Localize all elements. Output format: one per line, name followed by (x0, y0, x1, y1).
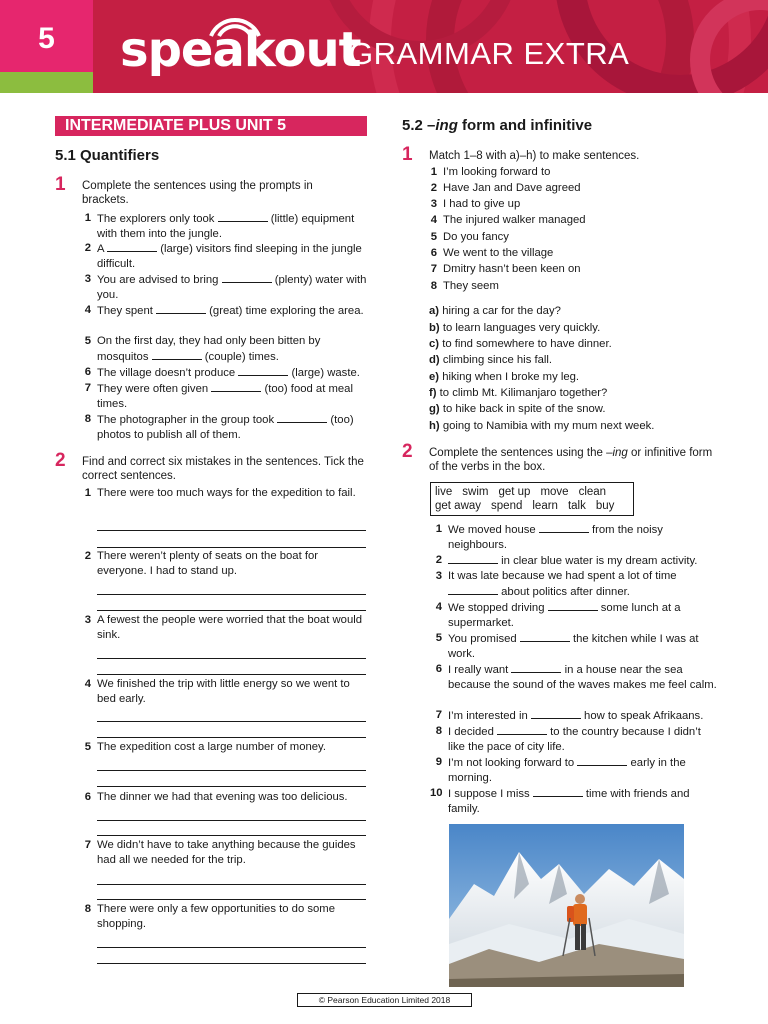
option-text: going to Namibia with my mum next week. (442, 420, 655, 432)
item-number: 5 (435, 632, 442, 644)
exercise-item (79, 740, 369, 755)
option-letter: e) (429, 371, 440, 383)
answer-line[interactable] (97, 658, 366, 659)
exercise-item (79, 790, 369, 805)
answer-line[interactable] (97, 610, 366, 611)
word-box (430, 482, 634, 516)
exercise-item (430, 522, 720, 553)
exercise-instruction: Match 1–8 with a)–h) to make sentences. (429, 150, 640, 162)
option-letter: g) (429, 403, 440, 415)
item-text: Have Jan and Dave agreed (443, 182, 581, 194)
unit-number: 5 (38, 22, 55, 55)
section-title-ing-infinitive: 5.2 –ing form and infinitive (402, 117, 593, 134)
exercise-item (79, 549, 369, 579)
item-text: (little) equipment with them into the jungle. (97, 213, 355, 240)
answer-blank[interactable] (520, 631, 570, 642)
answer-blank[interactable] (448, 553, 498, 564)
item-number: 4 (435, 601, 442, 613)
item-text: (large) visitors find sleeping in the jungle difficult. (97, 243, 362, 270)
item-number: 7 (84, 839, 91, 851)
option-text: to climb Mt. Kilimanjaro together? (439, 387, 608, 399)
item-text: how to speak Afrikaans. (584, 710, 704, 722)
item-text: They seem (443, 280, 499, 292)
page-title: GRAMMAR EXTRA (349, 36, 630, 71)
item-text: time with friends and family. (448, 788, 690, 815)
exercise-item (79, 486, 369, 501)
word-box-row (435, 485, 629, 499)
item-number: 2 (84, 550, 91, 562)
item-text: (couple) times. (204, 351, 279, 363)
item-number: 8 (430, 280, 437, 292)
option-text: to hike back in spite of the snow. (442, 403, 606, 415)
answer-line[interactable] (97, 547, 366, 548)
exercise-number: 2 (402, 441, 413, 462)
match-option (429, 337, 729, 352)
item-text: the kitchen while I was at work. (448, 633, 699, 660)
exercise-item (430, 786, 720, 817)
answer-line[interactable] (97, 786, 366, 787)
answer-line[interactable] (97, 770, 366, 771)
item-text: from the noisy neighbours. (448, 524, 663, 551)
mountain-hiker-photo (449, 824, 684, 987)
answer-blank[interactable] (511, 662, 561, 673)
exercise-number: 2 (55, 450, 66, 471)
item-number: 2 (435, 554, 442, 566)
word: buy (595, 500, 615, 512)
match-item (425, 230, 725, 245)
item-text: We went to the village (443, 247, 554, 259)
answer-blank[interactable] (577, 755, 627, 766)
exercise-number: 1 (402, 144, 413, 165)
answer-blank[interactable] (539, 522, 589, 533)
word: move (540, 486, 569, 498)
item-text: It was late because we had spent a lot of time (448, 570, 677, 582)
exercise-item (79, 303, 369, 319)
option-text: to learn languages very quickly. (442, 322, 601, 334)
item-text: A fewest the people were worried that the boat would sink. (97, 614, 363, 641)
item-text: (large) waste. (291, 367, 360, 379)
item-text: There were only a few opportunities to do some shopping. (97, 903, 335, 930)
item-text: (too) photos to publish all of them. (97, 414, 354, 441)
item-text: The photographer in the group took (97, 414, 275, 426)
item-number: 3 (430, 198, 437, 210)
unit-accent-bar (0, 72, 93, 93)
item-number: 7 (435, 709, 442, 721)
item-text: (too) food at meal times. (97, 383, 353, 410)
item-number: 2 (430, 182, 437, 194)
item-number: 8 (84, 903, 91, 915)
answer-line[interactable] (97, 884, 366, 885)
answer-blank[interactable] (548, 600, 598, 611)
item-number: 5 (84, 741, 91, 753)
answer-blank[interactable] (211, 381, 261, 392)
word: live (435, 486, 453, 498)
exercise-item (430, 662, 720, 693)
exercise-item (79, 365, 369, 381)
exercise-item (79, 334, 369, 365)
section-title-quantifiers: 5.1 Quantifiers (55, 147, 160, 164)
logo-speech-arc-icon (205, 14, 265, 38)
word: swim (462, 486, 489, 498)
item-text: in a house near the sea because the sound of the waves makes me feel calm. (448, 664, 717, 691)
exercise-item (430, 755, 720, 786)
item-number: 6 (84, 366, 91, 378)
item-text: in clear blue water is my dream activity. (501, 555, 698, 567)
item-text: The village doesn’t produce (97, 367, 236, 379)
word: learn (532, 500, 558, 512)
answer-line[interactable] (97, 963, 366, 964)
answer-line[interactable] (97, 721, 366, 722)
item-text: They spent (97, 305, 153, 317)
match-option (429, 353, 729, 368)
item-text: We moved house (448, 524, 536, 536)
speakout-logo: speakout (120, 22, 361, 78)
answer-line[interactable] (97, 737, 366, 738)
answer-line[interactable] (97, 947, 366, 948)
option-letter: f) (429, 387, 437, 399)
item-text: You promised (448, 633, 517, 645)
exercise-item (79, 902, 369, 932)
word: get up (498, 486, 531, 498)
item-text: Dmitry hasn’t been keen on (443, 263, 581, 275)
item-text: about politics after dinner. (501, 586, 630, 598)
item-text: I’m looking forward to (443, 166, 551, 178)
match-item (425, 197, 725, 212)
answer-line[interactable] (97, 835, 366, 836)
exercise-item (79, 838, 369, 868)
exercise-item (79, 677, 369, 707)
exercise-item (430, 708, 720, 724)
item-text: (great) time exploring the area. (209, 305, 364, 317)
item-text: early in the morning. (448, 757, 686, 784)
exercise-item (430, 631, 720, 662)
item-text: The explorers only took (97, 213, 215, 225)
item-text: to the country because I didn’t like the pace of city life. (448, 726, 701, 753)
answer-line[interactable] (97, 820, 366, 821)
option-letter: d) (429, 354, 440, 366)
match-item (425, 213, 725, 228)
exercise-item (79, 211, 369, 242)
item-text: We didn’t have to take anything because the guides had all we needed for the trip. (97, 839, 356, 866)
item-text: There weren’t plenty of seats on the boat for everyone. I had to stand up. (97, 550, 319, 577)
item-text: I’m interested in (448, 710, 528, 722)
item-text: You are advised to bring (97, 274, 219, 286)
match-option (429, 321, 729, 336)
item-number: 4 (84, 678, 91, 690)
item-number: 9 (435, 756, 442, 768)
item-number: 10 (430, 787, 443, 799)
exercise-item (79, 613, 369, 643)
item-number: 1 (430, 166, 437, 178)
exercise-item (79, 412, 369, 443)
item-text: I had to give up (443, 198, 521, 210)
answer-line[interactable] (97, 530, 366, 531)
answer-blank[interactable] (107, 241, 157, 252)
item-text: There were too much ways for the expedition to fail. (97, 487, 356, 499)
answer-blank[interactable] (152, 349, 202, 360)
match-item (425, 262, 725, 277)
exercise-item (79, 241, 369, 272)
exercise-item (430, 553, 720, 569)
option-text: to find somewhere to have dinner. (442, 338, 612, 350)
match-item (425, 246, 725, 261)
item-text: We stopped driving (448, 602, 545, 614)
answer-blank[interactable] (531, 708, 581, 719)
item-number: 6 (435, 663, 442, 675)
word: spend (491, 500, 523, 512)
answer-line[interactable] (97, 674, 366, 675)
item-number: 3 (84, 273, 91, 285)
item-text: We finished the trip with little energy so we went to bed early. (97, 678, 350, 705)
match-item (425, 181, 725, 196)
item-number: 2 (84, 242, 91, 254)
match-option (429, 419, 729, 434)
answer-blank[interactable] (156, 303, 206, 314)
exercise-item (79, 272, 369, 303)
answer-blank[interactable] (277, 412, 327, 423)
option-letter: a) (429, 305, 440, 317)
word: clean (578, 486, 607, 498)
item-text: Do you fancy (443, 231, 509, 243)
item-text: A (97, 243, 104, 255)
answer-line[interactable] (97, 594, 366, 595)
match-option (429, 402, 729, 417)
match-item (425, 279, 725, 294)
item-text: The expedition cost a large number of money. (97, 741, 326, 753)
item-text: I decided (448, 726, 494, 738)
item-text: On the first day, they had only been bitten by mosquitos (97, 335, 321, 363)
exercise-instruction: Complete the sentences using the prompts in brackets. (82, 180, 313, 206)
item-number: 8 (435, 725, 442, 737)
answer-blank[interactable] (448, 584, 498, 595)
item-number: 1 (84, 487, 91, 499)
item-text: I suppose I miss (448, 788, 530, 800)
match-option (429, 370, 729, 385)
item-text: The injured walker managed (443, 214, 586, 226)
answer-line[interactable] (97, 899, 366, 900)
answer-blank[interactable] (238, 365, 288, 376)
item-number: 5 (84, 335, 91, 347)
item-number: 4 (84, 304, 91, 316)
match-option (429, 304, 729, 319)
unit-banner: INTERMEDIATE PLUS UNIT 5 (55, 116, 367, 136)
item-number: 1 (435, 523, 442, 535)
option-letter: h) (429, 420, 440, 432)
item-text: They were often given (97, 383, 209, 395)
option-text: hiking when I broke my leg. (442, 371, 580, 383)
item-text: some lunch at a supermarket. (448, 602, 681, 629)
item-number: 6 (84, 791, 91, 803)
item-number: 1 (84, 212, 91, 224)
item-number: 3 (435, 570, 442, 582)
answer-blank[interactable] (218, 211, 268, 222)
match-item (425, 165, 725, 180)
answer-blank[interactable] (497, 724, 547, 735)
option-text: hiring a car for the day? (442, 305, 561, 317)
word: talk (567, 500, 586, 512)
item-number: 5 (430, 231, 437, 243)
item-number: 4 (430, 214, 437, 226)
item-number: 6 (430, 247, 437, 259)
exercise-item (430, 600, 720, 631)
item-text: I’m not looking forward to (448, 757, 575, 769)
item-text: (plenty) water with you. (97, 274, 367, 301)
exercise-number: 1 (55, 174, 66, 195)
option-text: climbing since his fall. (442, 354, 553, 366)
exercise-instruction: Complete the sentences using the –ing or infinitive form of the verbs in the box. (429, 447, 713, 473)
option-letter: c) (429, 338, 440, 350)
page-header (0, 0, 768, 93)
item-number: 7 (430, 263, 437, 275)
item-text: I really want (448, 664, 509, 676)
item-number: 3 (84, 614, 91, 626)
exercise-item (79, 381, 369, 412)
item-number: 7 (84, 382, 91, 394)
match-option (429, 386, 729, 401)
copyright-footer: © Pearson Education Limited 2018 (297, 993, 472, 1007)
word: get away (435, 500, 482, 512)
exercise-item (430, 569, 720, 600)
exercise-item (430, 724, 720, 755)
option-letter: b) (429, 322, 440, 334)
item-number: 8 (84, 413, 91, 425)
item-text: The dinner we had that evening was too delicious. (97, 791, 348, 803)
exercise-instruction: Find and correct six mistakes in the sentences. Tick the correct sentences. (82, 456, 364, 482)
answer-blank[interactable] (222, 272, 272, 283)
word-box-row (435, 499, 629, 513)
answer-blank[interactable] (533, 786, 583, 797)
